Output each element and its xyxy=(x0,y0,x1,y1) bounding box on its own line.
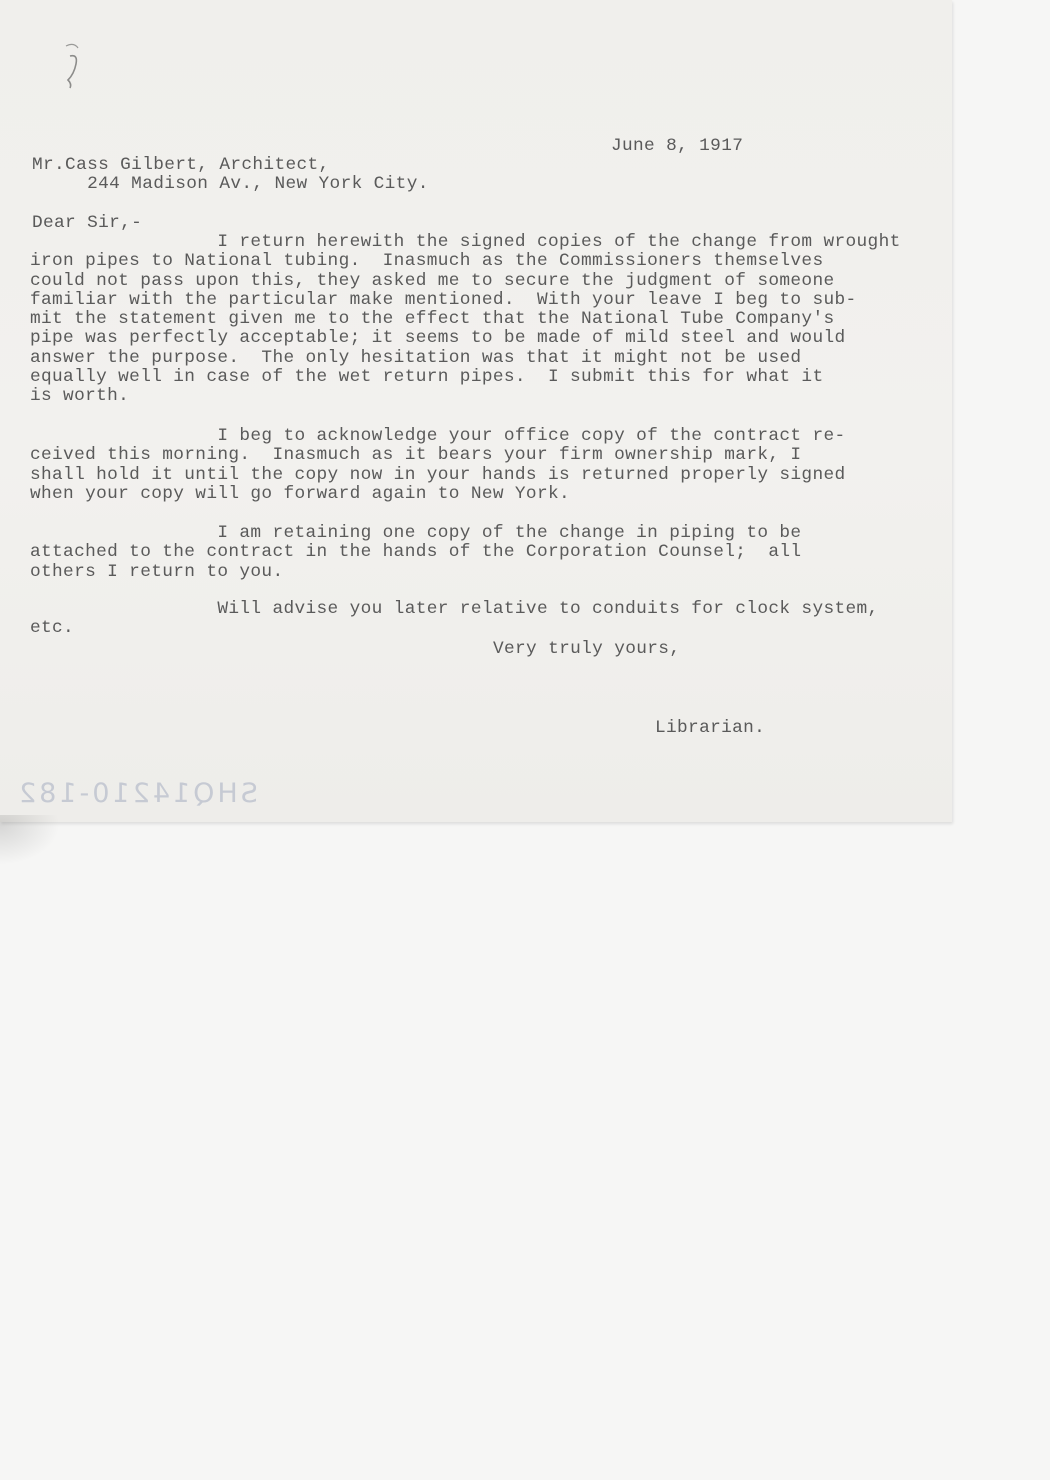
recipient-name: Mr.Cass Gilbert, Architect, xyxy=(32,155,330,175)
signature-title: Librarian. xyxy=(655,718,766,738)
paragraph-contract: I beg to acknowledge your office copy of the contract re- ceived this morning. Inasmuch as it bears your firm ownership mark, I shall hold it until the copy now in your hands is returned properly signed when your copy will go forward again to New York. xyxy=(30,426,846,504)
paragraph-pipes: I return herewith the signed copies of the change from wrought iron pipes to National tubing. Inasmuch as the Commissioners themselves could not pass upon this, they asked me to secure the judgment of someone familiar with the particular make mentioned. With your leave I beg to sub- mit the statement given me to the effect that the National Tube Company's pipe was perfectly acceptable; it seems to be made of mild steel and would answer the purpose. The only hesitation was that it might not be used equally well in case of the wet return pipes. I submit this for what it is worth. xyxy=(30,232,901,407)
closing: Very truly yours, xyxy=(493,639,681,659)
paragraph-conduits: Will advise you later relative to conduits for clock system, etc. xyxy=(30,599,879,639)
salutation: Dear Sir,- xyxy=(32,213,143,233)
recipient-address: 244 Madison Av., New York City. xyxy=(32,174,429,194)
page-curl-shadow xyxy=(0,815,60,865)
paragraph-retaining: I am retaining one copy of the change in piping to be attached to the contract in the hands of the Corporation Counsel; all others I return to you. xyxy=(30,523,802,582)
archive-stamp: SHQ14210-182 xyxy=(16,778,258,809)
pencil-mark-icon xyxy=(58,40,86,100)
letter-date: June 8, 1917 xyxy=(611,136,744,156)
